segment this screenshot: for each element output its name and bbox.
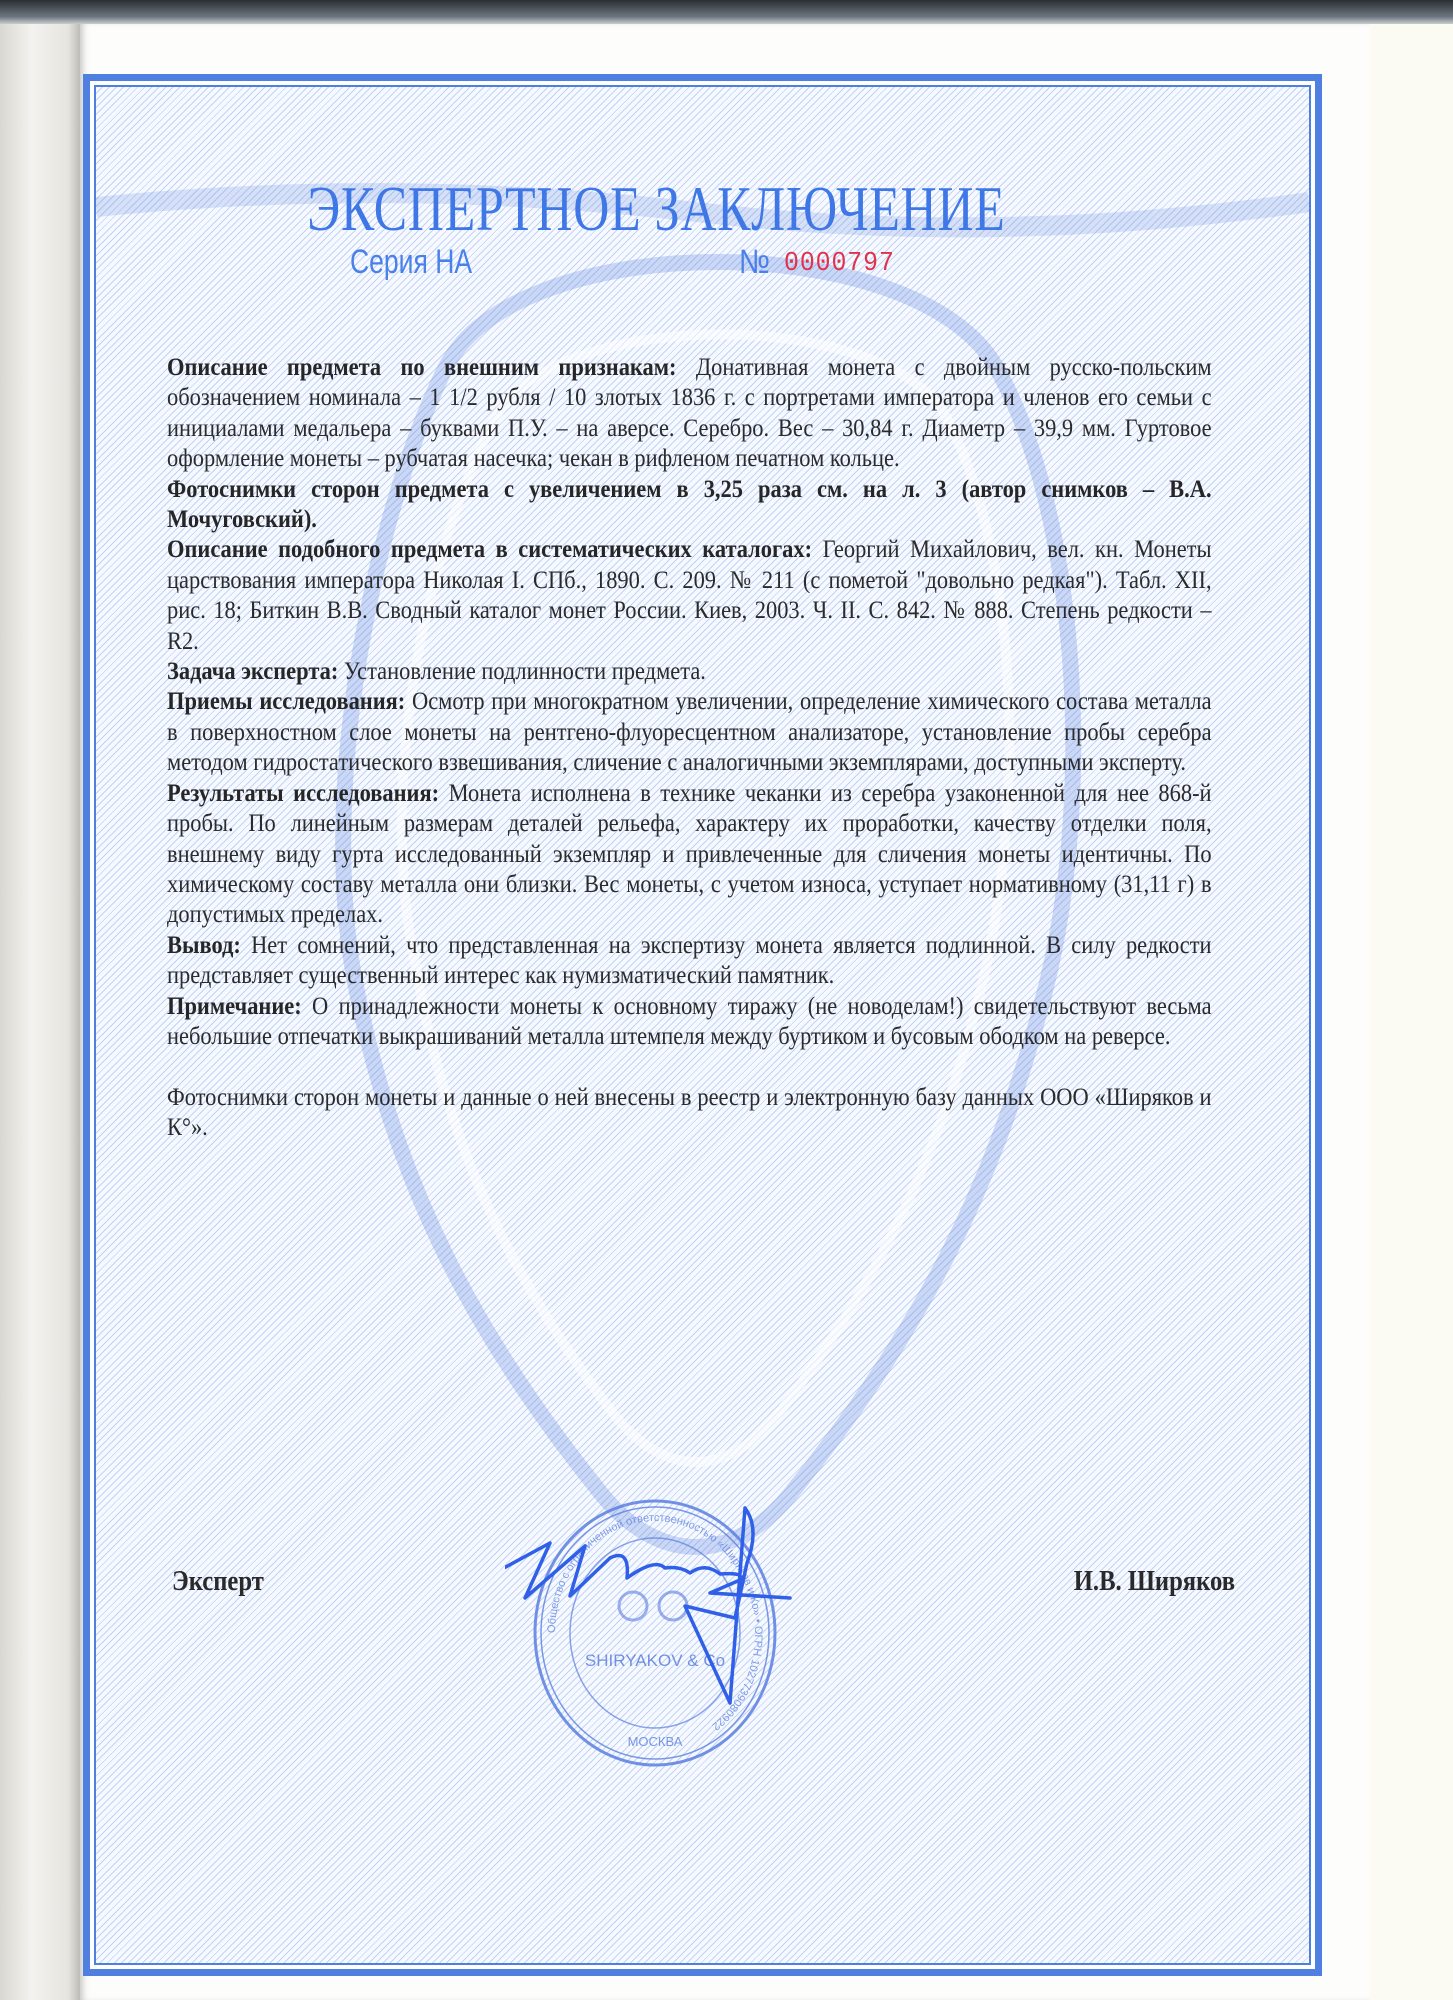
scan-right-margin <box>1370 24 1453 2000</box>
section-text: Донативная монета с двойным русско-польским обозначением номинала – 1 1/2 рубля / 10 злотых 1836 г. с портретами императора и членов его семьи с инициалами медальера – буквами П.У. – на аверсе. Серебро. Вес – 30,84 г. Диаметр – 39,9 мм. Гуртовое оформление монеты – рубчатая насечка; чекан в рифленом печатном кольце. <box>167 352 1212 473</box>
section-methods <box>167 686 1212 777</box>
section-photos <box>167 474 1212 535</box>
expert-name: И.В. Ширяков <box>1073 1566 1235 1597</box>
stamp-emblem <box>619 1592 687 1620</box>
section-label: Приемы исследования: <box>167 686 406 716</box>
section-text: Монета исполнена в технике чеканки из серебра узаконенной для нее 868-й пробы. По линейным размерам деталей рельефа, характеру их проработки, качеству отделки поля, внешнему виду гурта исследованный экземпляр и привлеченные для сличения монеты идентичны. По химическому составу металла они близки. Вес монеты, с учетом износа, уступает нормативному (31,11 г) в допустимых пределах. <box>167 777 1212 929</box>
section-expert-task <box>167 656 1212 686</box>
expert-label: Эксперт <box>172 1566 264 1597</box>
adjacent-page <box>0 24 80 2000</box>
section-text: Нет сомнений, что представленная на экспертизу монета является подлинной. В силу редкости представляет существенный интерес как нумизматический памятник. <box>167 929 1212 990</box>
section-label: Вывод: <box>167 929 241 959</box>
section-label: Описание предмета по внешним признакам: <box>167 352 677 381</box>
section-label: Примечание: <box>167 990 302 1020</box>
section-text: Установление подлинности предмета. <box>338 656 706 686</box>
document-title <box>144 172 1277 246</box>
section-external-description <box>167 352 1212 474</box>
company-stamp <box>505 1488 805 1778</box>
certificate-body <box>167 352 1212 1143</box>
document-number: 0000797 <box>784 249 895 279</box>
stamp-inner-ring <box>570 1538 740 1728</box>
stamp-center-text: SHIRYAKOV & Co <box>584 1651 726 1670</box>
stamp-outer-ring <box>535 1501 775 1765</box>
section-text: О принадлежности монеты к основному тиражу (не новоделам!) свидетельствуют весьма небольшие отпечатки выкрашиваний металла штемпеля между буртиком и бусовым ободком на реверсе. <box>167 990 1212 1050</box>
section-label: Задача эксперта: <box>167 656 339 686</box>
section-label: Фотоснимки сторон предмета с увеличением в 3,25 раза см. на л. 3 (автор снимков – В.А. Мочуговский). <box>167 473 1212 534</box>
section-results <box>167 778 1212 930</box>
stamp-ring-text-path: Общество с ограниченной ответственностью «Ширяков и Ко» • ОГРН 1027739080922 <box>545 1511 765 1733</box>
section-text: Георгий Михайлович, вел. кн. Монеты царствования императора Николая I. СПб., 1890. С. 209. № 211 (с пометой "довольно редкая"). Табл. XII, рис. 18; Биткин В.В. Сводный каталог монет России. Киев, 2003. Ч. II. С. 842. № 888. Степень редкости – R2. <box>167 534 1212 655</box>
stamp-bottom-text: МОСКВА <box>627 1734 683 1749</box>
scan-top-edge <box>0 0 1453 24</box>
section-remark <box>167 991 1212 1052</box>
number-sign: № <box>739 243 771 281</box>
section-catalog-description <box>167 534 1212 656</box>
section-conclusion <box>167 930 1212 991</box>
registry-note: Фотоснимки сторон монеты и данные о ней внесены в реестр и электронную базу данных ООО «Ширяков и К°». <box>167 1081 1212 1142</box>
section-label: Результаты исследования: <box>167 777 440 807</box>
document-title-text: ЭКСПЕРТНОЕ ЗАКЛЮЧЕНИЕ <box>307 173 1006 244</box>
series-label: Серия НА <box>350 243 473 281</box>
section-text: Осмотр при многократном увеличении, определение химического состава металла в поверхностном слое монеты на рентгено-флуоресцентном анализаторе, установление пробы серебра методом гидростатического взвешивания, сличение с аналогичными экземплярами, доступными эксперту. <box>167 686 1212 777</box>
section-label: Описание подобного предмета в систематических каталогах: <box>167 534 813 564</box>
